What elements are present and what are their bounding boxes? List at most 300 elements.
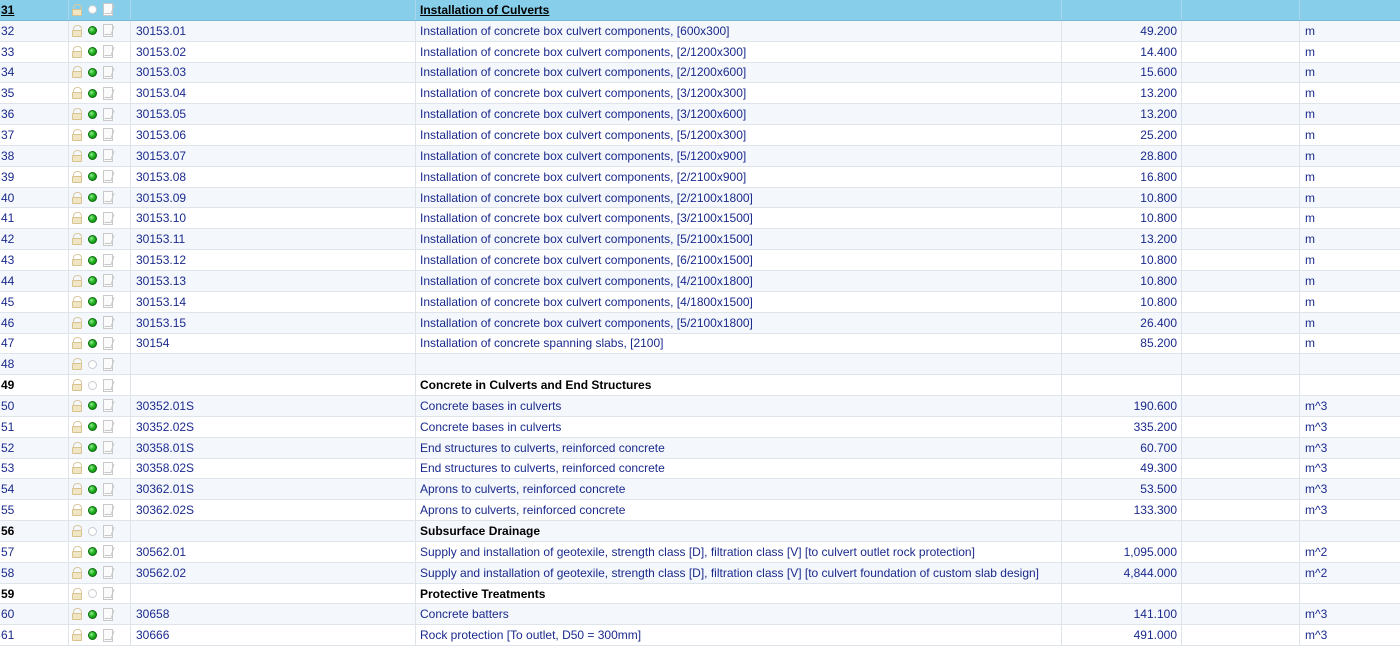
item-unit[interactable]: m^2	[1305, 544, 1328, 559]
item-description[interactable]: Installation of concrete spanning slabs, [2100]	[416, 334, 1062, 354]
table-row[interactable]	[0, 125, 1400, 146]
table-row[interactable]	[0, 167, 1400, 188]
item-description[interactable]: Installation of concrete box culvert components, [3/1200x600]	[416, 104, 1062, 124]
empty-column-cell[interactable]	[1182, 250, 1300, 270]
item-code[interactable]: 30154	[131, 334, 416, 354]
document-icon[interactable]	[101, 23, 115, 38]
row-number: 46	[0, 313, 69, 333]
item-quantity[interactable]: 85.200	[1062, 334, 1182, 354]
item-code[interactable]: 30358.01S	[131, 438, 416, 458]
document-icon[interactable]	[101, 482, 115, 497]
row-number: 35	[0, 83, 69, 103]
row-number: 56	[0, 521, 69, 541]
lock-icon[interactable]	[71, 295, 84, 309]
lock-icon[interactable]	[71, 316, 84, 330]
document-icon[interactable]	[101, 315, 115, 330]
row-status-icons	[69, 313, 131, 333]
row-status-icons	[69, 42, 131, 62]
status-dot-icon	[88, 130, 97, 139]
item-code[interactable]	[131, 521, 416, 541]
empty-column-cell[interactable]	[1182, 83, 1300, 103]
document-icon[interactable]	[101, 232, 115, 247]
lock-icon[interactable]	[71, 45, 84, 59]
document-icon[interactable]	[101, 419, 115, 434]
item-description[interactable]: Installation of concrete box culvert components, [6/2100x1500]	[416, 250, 1062, 270]
table-row[interactable]	[0, 500, 1400, 521]
row-number: 33	[0, 42, 69, 62]
item-quantity[interactable]: 10.800	[1062, 292, 1182, 312]
document-icon[interactable]	[101, 127, 115, 142]
table-row[interactable]	[0, 542, 1400, 563]
row-status-icons	[69, 584, 131, 604]
item-unit[interactable]: m	[1305, 127, 1315, 142]
table-row[interactable]	[0, 188, 1400, 209]
item-quantity[interactable]: 1,095.000	[1062, 542, 1182, 562]
empty-column-cell[interactable]	[1182, 229, 1300, 249]
item-description[interactable]: Supply and installation of geotexile, strength class [D], filtration class [V] [to culvert foundation of custom slab design]	[416, 563, 1062, 583]
item-unit[interactable]: m	[1305, 65, 1315, 80]
document-icon[interactable]	[101, 44, 115, 59]
table-row[interactable]	[0, 271, 1400, 292]
section-header-row[interactable]	[0, 375, 1400, 396]
row-status-icons	[69, 625, 131, 645]
row-number: 53	[0, 459, 69, 479]
status-dot-icon	[88, 527, 97, 536]
table-row[interactable]	[0, 625, 1400, 646]
lock-icon[interactable]	[71, 191, 84, 205]
item-description[interactable]	[416, 354, 1062, 374]
item-code[interactable]: 30562.01	[131, 542, 416, 562]
item-quantity[interactable]: 13.200	[1062, 83, 1182, 103]
item-unit[interactable]: m	[1305, 169, 1315, 184]
empty-column-cell[interactable]	[1182, 375, 1300, 395]
item-description[interactable]: End structures to culverts, reinforced concrete	[416, 438, 1062, 458]
item-quantity[interactable]: 14.400	[1062, 42, 1182, 62]
status-dot-icon	[88, 339, 97, 348]
row-status-icons	[69, 83, 131, 103]
item-description[interactable]: Installation of concrete box culvert components, [2/1200x300]	[416, 42, 1062, 62]
status-dot-icon	[88, 172, 97, 181]
item-unit[interactable]: m^3	[1305, 398, 1328, 413]
item-description[interactable]: Installation of concrete box culvert components, [5/1200x300]	[416, 125, 1062, 145]
lock-icon[interactable]	[71, 3, 84, 17]
item-description[interactable]: Installation of concrete box culvert components, [3/1200x300]	[416, 83, 1062, 103]
item-code[interactable]: 30153.14	[131, 292, 416, 312]
item-code[interactable]: 30153.09	[131, 188, 416, 208]
document-icon[interactable]	[101, 440, 115, 455]
document-icon[interactable]	[101, 503, 115, 518]
item-quantity[interactable]: 53.500	[1062, 479, 1182, 499]
row-status-icons	[69, 188, 131, 208]
empty-column-cell[interactable]	[1182, 188, 1300, 208]
row-number: 47	[0, 334, 69, 354]
status-dot-icon	[88, 506, 97, 515]
item-description[interactable]: Supply and installation of geotexile, strength class [D], filtration class [V] [to culvert outlet rock protection]	[416, 542, 1062, 562]
empty-column-cell[interactable]	[1182, 104, 1300, 124]
lock-icon[interactable]	[71, 24, 84, 38]
item-quantity[interactable]: 133.300	[1062, 500, 1182, 520]
table-row[interactable]	[0, 208, 1400, 229]
item-quantity[interactable]: 49.300	[1062, 459, 1182, 479]
item-code[interactable]: 30666	[131, 625, 416, 645]
lock-icon[interactable]	[71, 149, 84, 163]
empty-column-cell[interactable]	[1182, 417, 1300, 437]
item-code[interactable]: 30153.12	[131, 250, 416, 270]
item-quantity[interactable]: 10.800	[1062, 271, 1182, 291]
empty-column-cell[interactable]	[1182, 146, 1300, 166]
document-icon[interactable]	[101, 211, 115, 226]
row-status-icons	[69, 521, 131, 541]
lock-icon[interactable]	[71, 545, 84, 559]
document-icon[interactable]	[101, 107, 115, 122]
empty-column-cell[interactable]	[1182, 313, 1300, 333]
item-description[interactable]: Concrete bases in culverts	[416, 417, 1062, 437]
item-code[interactable]	[131, 584, 416, 604]
item-description[interactable]: Installation of concrete box culvert components, [600x300]	[416, 21, 1062, 41]
row-number: 40	[0, 188, 69, 208]
empty-column-cell[interactable]	[1182, 21, 1300, 41]
section-header-row[interactable]	[0, 584, 1400, 605]
empty-column-cell[interactable]	[1182, 542, 1300, 562]
status-dot-icon	[88, 443, 97, 452]
item-description[interactable]: Installation of concrete box culvert components, [2/2100x1800]	[416, 188, 1062, 208]
document-icon[interactable]	[101, 461, 115, 476]
status-dot-icon	[88, 47, 97, 56]
lock-icon[interactable]	[71, 482, 84, 496]
item-unit[interactable]: m	[1305, 232, 1315, 247]
item-unit[interactable]: m^2	[1305, 565, 1328, 580]
lock-icon[interactable]	[71, 86, 84, 100]
item-quantity[interactable]: 60.700	[1062, 438, 1182, 458]
empty-column-cell[interactable]	[1182, 334, 1300, 354]
item-code[interactable]	[131, 375, 416, 395]
table-row[interactable]	[0, 42, 1400, 63]
item-description[interactable]: Installation of concrete box culvert components, [5/2100x1500]	[416, 229, 1062, 249]
row-number: 52	[0, 438, 69, 458]
item-code[interactable]: 30153.05	[131, 104, 416, 124]
empty-column-cell[interactable]	[1182, 63, 1300, 83]
document-icon[interactable]	[101, 398, 115, 413]
item-quantity[interactable]: 491.000	[1062, 625, 1182, 645]
row-status-icons	[69, 500, 131, 520]
item-code[interactable]: 30352.01S	[131, 396, 416, 416]
table-row[interactable]	[0, 354, 1400, 375]
row-number: 37	[0, 125, 69, 145]
table-row[interactable]	[0, 146, 1400, 167]
item-description[interactable]: End structures to culverts, reinforced concrete	[416, 459, 1062, 479]
item-unit[interactable]	[1300, 375, 1400, 395]
table-row[interactable]	[0, 604, 1400, 625]
lock-icon[interactable]	[71, 461, 84, 475]
item-unit[interactable]: m	[1305, 336, 1315, 351]
status-dot-icon	[88, 276, 97, 285]
item-quantity[interactable]: 4,844.000	[1062, 563, 1182, 583]
status-dot-icon	[88, 381, 97, 390]
row-number: 45	[0, 292, 69, 312]
item-quantity[interactable]	[1062, 375, 1182, 395]
empty-column-cell[interactable]	[1182, 563, 1300, 583]
lock-icon[interactable]	[71, 107, 84, 121]
table-row[interactable]	[0, 250, 1400, 271]
document-icon[interactable]	[101, 524, 115, 539]
item-description[interactable]: Installation of concrete box culvert components, [5/2100x1800]	[416, 313, 1062, 333]
item-unit[interactable]: m^3	[1305, 419, 1328, 434]
row-status-icons	[69, 417, 131, 437]
status-dot-icon	[88, 297, 97, 306]
row-number: 44	[0, 271, 69, 291]
row-number: 58	[0, 563, 69, 583]
item-quantity[interactable]: 49.200	[1062, 21, 1182, 41]
document-icon[interactable]	[101, 169, 115, 184]
item-description[interactable]: Installation of concrete box culvert components, [5/1200x900]	[416, 146, 1062, 166]
table-row[interactable]	[0, 334, 1400, 355]
item-quantity[interactable]: 25.200	[1062, 125, 1182, 145]
item-code[interactable]	[131, 354, 416, 374]
item-quantity[interactable]: 28.800	[1062, 146, 1182, 166]
item-code[interactable]: 30658	[131, 604, 416, 624]
empty-column-cell[interactable]	[1182, 500, 1300, 520]
item-unit[interactable]	[1300, 0, 1400, 20]
item-quantity[interactable]: 190.600	[1062, 396, 1182, 416]
document-icon[interactable]	[101, 628, 115, 643]
item-quantity[interactable]: 15.600	[1062, 63, 1182, 83]
item-unit[interactable]: m^3	[1305, 503, 1328, 518]
row-status-icons	[69, 292, 131, 312]
item-unit[interactable]: m^3	[1305, 628, 1328, 643]
item-unit[interactable]: m	[1305, 23, 1315, 38]
empty-column-cell[interactable]	[1182, 459, 1300, 479]
item-quantity[interactable]: 141.100	[1062, 604, 1182, 624]
item-description[interactable]: Concrete bases in culverts	[416, 396, 1062, 416]
table-row[interactable]	[0, 63, 1400, 84]
lock-icon[interactable]	[71, 357, 84, 371]
row-status-icons	[69, 104, 131, 124]
document-icon[interactable]	[101, 294, 115, 309]
section-title[interactable]: Subsurface Drainage	[416, 521, 1062, 541]
item-unit[interactable]: m	[1305, 315, 1315, 330]
item-code[interactable]	[131, 0, 416, 20]
document-icon[interactable]	[101, 607, 115, 622]
lock-icon[interactable]	[71, 420, 84, 434]
item-code[interactable]: 30153.01	[131, 21, 416, 41]
item-unit[interactable]: m	[1305, 294, 1315, 309]
item-unit[interactable]: m	[1305, 86, 1315, 101]
item-code[interactable]: 30358.02S	[131, 459, 416, 479]
item-code[interactable]: 30153.03	[131, 63, 416, 83]
table-row[interactable]	[0, 292, 1400, 313]
document-icon[interactable]	[101, 86, 115, 101]
item-unit[interactable]: m^3	[1305, 607, 1328, 622]
item-quantity[interactable]: 10.800	[1062, 208, 1182, 228]
row-number: 43	[0, 250, 69, 270]
empty-column-cell[interactable]	[1182, 354, 1300, 374]
item-quantity[interactable]: 335.200	[1062, 417, 1182, 437]
item-description[interactable]: Rock protection [To outlet, D50 = 300mm]	[416, 625, 1062, 645]
lock-icon[interactable]	[71, 607, 84, 621]
section-title[interactable]: Protective Treatments	[416, 584, 1062, 604]
lock-icon[interactable]	[71, 232, 84, 246]
status-dot-icon	[88, 214, 97, 223]
row-status-icons	[69, 63, 131, 83]
item-description[interactable]: Installation of concrete box culvert components, [2/1200x600]	[416, 63, 1062, 83]
item-unit[interactable]	[1300, 584, 1400, 604]
status-dot-icon	[88, 110, 97, 119]
item-code[interactable]: 30562.02	[131, 563, 416, 583]
item-description[interactable]: Installation of concrete box culvert components, [4/1800x1500]	[416, 292, 1062, 312]
item-unit[interactable]	[1300, 354, 1400, 374]
document-icon[interactable]	[101, 378, 115, 393]
status-dot-icon	[88, 547, 97, 556]
status-dot-icon	[88, 568, 97, 577]
item-code[interactable]: 30153.15	[131, 313, 416, 333]
item-description[interactable]: Concrete batters	[416, 604, 1062, 624]
empty-column-cell[interactable]	[1182, 604, 1300, 624]
item-unit[interactable]: m	[1305, 253, 1315, 268]
item-quantity[interactable]: 10.800	[1062, 188, 1182, 208]
section-header-row[interactable]	[0, 0, 1400, 21]
item-code[interactable]: 30352.02S	[131, 417, 416, 437]
item-unit[interactable]: m	[1305, 107, 1315, 122]
empty-column-cell[interactable]	[1182, 479, 1300, 499]
item-code[interactable]: 30153.13	[131, 271, 416, 291]
lock-icon[interactable]	[71, 628, 84, 642]
lock-icon[interactable]	[71, 128, 84, 142]
item-code[interactable]: 30153.04	[131, 83, 416, 103]
empty-column-cell[interactable]	[1182, 208, 1300, 228]
row-number: 36	[0, 104, 69, 124]
table-row[interactable]	[0, 563, 1400, 584]
empty-column-cell[interactable]	[1182, 292, 1300, 312]
lock-icon[interactable]	[71, 336, 84, 350]
item-quantity[interactable]: 10.800	[1062, 250, 1182, 270]
row-number: 51	[0, 417, 69, 437]
lock-icon[interactable]	[71, 65, 84, 79]
document-icon[interactable]	[101, 65, 115, 80]
item-description[interactable]: Installation of concrete box culvert components, [2/2100x900]	[416, 167, 1062, 187]
empty-column-cell[interactable]	[1182, 521, 1300, 541]
item-code[interactable]: 30153.11	[131, 229, 416, 249]
item-quantity[interactable]	[1062, 354, 1182, 374]
row-status-icons	[69, 354, 131, 374]
item-unit[interactable]: m	[1305, 148, 1315, 163]
table-row[interactable]	[0, 396, 1400, 417]
item-quantity[interactable]: 26.400	[1062, 313, 1182, 333]
item-description[interactable]: Aprons to culverts, reinforced concrete	[416, 479, 1062, 499]
lock-icon[interactable]	[71, 503, 84, 517]
item-quantity[interactable]	[1062, 584, 1182, 604]
empty-column-cell[interactable]	[1182, 584, 1300, 604]
row-number: 48	[0, 354, 69, 374]
empty-column-cell[interactable]	[1182, 167, 1300, 187]
item-description[interactable]: Aprons to culverts, reinforced concrete	[416, 500, 1062, 520]
item-quantity[interactable]	[1062, 521, 1182, 541]
item-description[interactable]: Installation of concrete box culvert components, [4/2100x1800]	[416, 271, 1062, 291]
table-row[interactable]	[0, 438, 1400, 459]
row-number: 49	[0, 375, 69, 395]
item-quantity[interactable]	[1062, 0, 1182, 20]
lock-icon[interactable]	[71, 399, 84, 413]
empty-column-cell[interactable]	[1182, 396, 1300, 416]
lock-icon[interactable]	[71, 378, 84, 392]
section-title[interactable]: Installation of Culverts	[416, 0, 1062, 20]
item-unit[interactable]	[1300, 521, 1400, 541]
item-unit[interactable]: m^3	[1305, 461, 1328, 476]
item-unit[interactable]: m	[1305, 190, 1315, 205]
item-description[interactable]: Installation of concrete box culvert components, [3/2100x1500]	[416, 208, 1062, 228]
row-number: 54	[0, 479, 69, 499]
document-icon[interactable]	[101, 253, 115, 268]
table-row[interactable]	[0, 104, 1400, 125]
document-icon[interactable]	[101, 336, 115, 351]
table-row[interactable]	[0, 83, 1400, 104]
item-quantity[interactable]: 13.200	[1062, 104, 1182, 124]
document-icon[interactable]	[101, 273, 115, 288]
row-status-icons	[69, 229, 131, 249]
empty-column-cell[interactable]	[1182, 0, 1300, 20]
item-unit[interactable]: m	[1305, 273, 1315, 288]
table-row[interactable]	[0, 479, 1400, 500]
empty-column-cell[interactable]	[1182, 438, 1300, 458]
item-code[interactable]: 30153.10	[131, 208, 416, 228]
empty-column-cell[interactable]	[1182, 42, 1300, 62]
item-code[interactable]: 30153.06	[131, 125, 416, 145]
empty-column-cell[interactable]	[1182, 125, 1300, 145]
lock-icon[interactable]	[71, 274, 84, 288]
item-quantity[interactable]: 13.200	[1062, 229, 1182, 249]
status-dot-icon	[88, 151, 97, 160]
lock-icon[interactable]	[71, 253, 84, 267]
row-number: 60	[0, 604, 69, 624]
lock-icon[interactable]	[71, 170, 84, 184]
table-row[interactable]	[0, 459, 1400, 480]
row-status-icons	[69, 271, 131, 291]
document-icon[interactable]	[101, 148, 115, 163]
document-icon[interactable]	[101, 565, 115, 580]
table-row[interactable]	[0, 313, 1400, 334]
lock-icon[interactable]	[71, 441, 84, 455]
section-header-row[interactable]	[0, 521, 1400, 542]
row-status-icons	[69, 0, 131, 20]
item-code[interactable]: 30153.08	[131, 167, 416, 187]
document-icon[interactable]	[101, 2, 115, 17]
item-unit[interactable]: m	[1305, 44, 1315, 59]
lock-icon[interactable]	[71, 587, 84, 601]
item-code[interactable]: 30153.02	[131, 42, 416, 62]
document-icon[interactable]	[101, 190, 115, 205]
empty-column-cell[interactable]	[1182, 625, 1300, 645]
item-unit[interactable]: m^3	[1305, 482, 1328, 497]
item-quantity[interactable]: 16.800	[1062, 167, 1182, 187]
item-code[interactable]: 30362.02S	[131, 500, 416, 520]
document-icon[interactable]	[101, 544, 115, 559]
lock-icon[interactable]	[71, 524, 84, 538]
item-unit[interactable]: m^3	[1305, 440, 1328, 455]
section-title[interactable]: Concrete in Culverts and End Structures	[416, 375, 1062, 395]
table-row[interactable]	[0, 417, 1400, 438]
row-status-icons	[69, 125, 131, 145]
lock-icon[interactable]	[71, 211, 84, 225]
status-dot-icon	[88, 631, 97, 640]
item-code[interactable]: 30153.07	[131, 146, 416, 166]
lock-icon[interactable]	[71, 566, 84, 580]
document-icon[interactable]	[101, 586, 115, 601]
item-unit[interactable]: m	[1305, 211, 1315, 226]
table-row[interactable]	[0, 229, 1400, 250]
table-row[interactable]	[0, 21, 1400, 42]
document-icon[interactable]	[101, 357, 115, 372]
empty-column-cell[interactable]	[1182, 271, 1300, 291]
item-code[interactable]: 30362.01S	[131, 479, 416, 499]
